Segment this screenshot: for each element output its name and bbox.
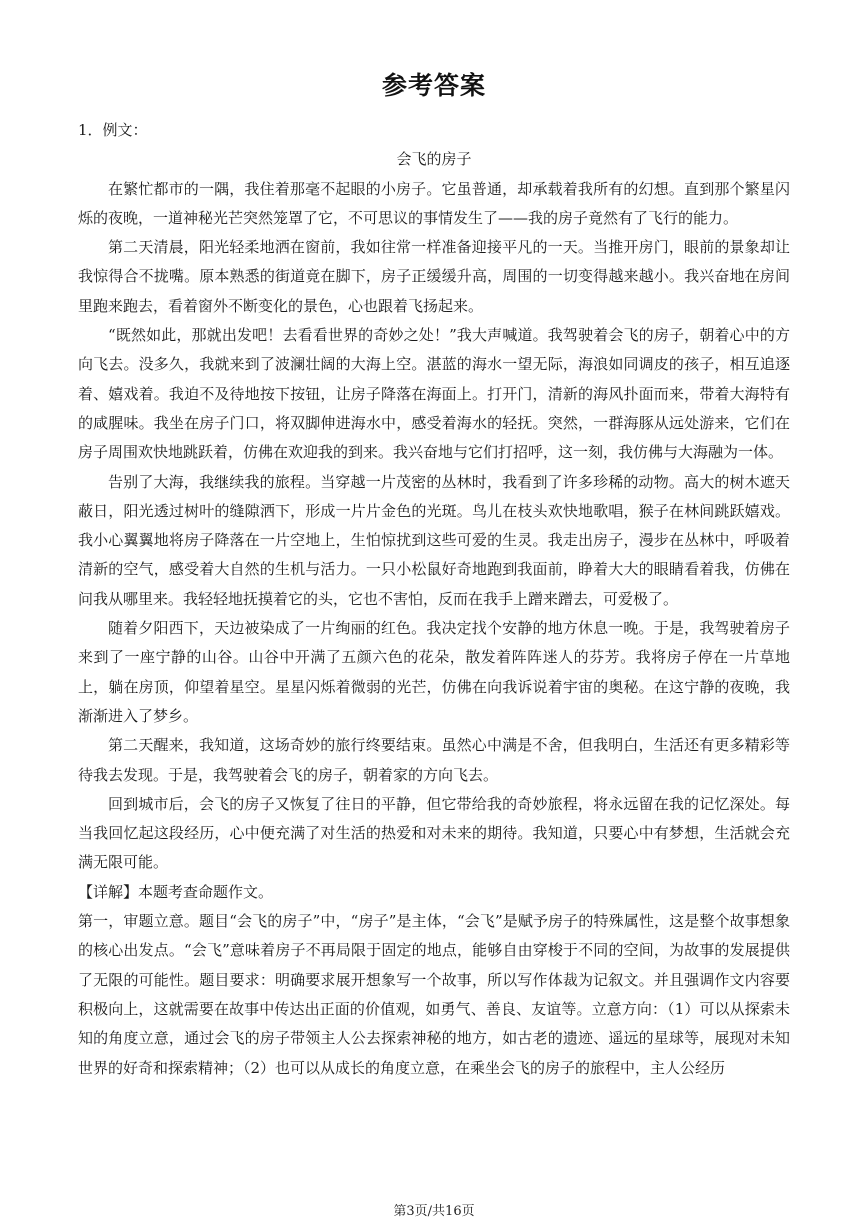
analysis-paragraph: 第一，审题立意。题目“会飞的房子”中，“房子”是主体，“会飞”是赋予房子的特殊属性，这是整个故事想象的核心出发点。“会飞”意味着房子不再局限于固定的地点，能够自由穿梭于不同的空间，为故事的发展提供了无限的可能性。题目要求：明确要求展开想象写一个故事，所以写作体裁为记叙文。并且强调作文内容要积极向上，这就需要在故事中传达出正面的价值观，如勇气、善良、友谊等。立意方向：（1）可以从探索未知的角度立意，通过会飞的房子带领主人公去探索神秘的地方，如古老的遗迹、遥远的星球等，展现对未知世界的好奇和探索精神；（2）也可以从成长的角度立意，在乘坐会飞的房子的旅程中，主人公经历 <box>78 912 790 1077</box>
essay-paragraph: 在繁忙都市的一隅，我住着那毫不起眼的小房子。它虽普通，却承载着我所有的幻想。直到那个繁星闪烁的夜晚，一道神秘光芒突然笼罩了它，不可思议的事情发生了——我的房子竟然有了飞行的能力。 <box>78 179 790 227</box>
essay-paragraph: “既然如此，那就出发吧！去看看世界的奇妙之处！”我大声喊道。我驾驶着会飞的房子，朝着心中的方向飞去。没多久，我就来到了波澜壮阔的大海上空。湛蓝的海水一望无际，海浪如同调皮的孩子，相互追逐着、嬉戏着。我迫不及待地按下按钮，让房子降落在海面上。打开门，清新的海风扑面而来，带着大海特有的咸腥味。我坐在房子门口，将双脚伸进海水中，感受着海水的轻抚。突然，一群海豚从远处游来，它们在房子周围欢快地跳跃着，仿佛在欢迎我的到来。我兴奋地与它们打招呼，这一刻，我仿佛与大海融为一体。 <box>78 326 790 462</box>
essay-paragraph: 回到城市后，会飞的房子又恢复了往日的平静，但它带给我的奇妙旅程，将永远留在我的记忆深处。每当我回忆起这段经历，心中便充满了对生活的热爱和对未来的期待。我知道，只要心中有梦想，生活就会充满无限可能。 <box>78 794 790 872</box>
page-title: 参考答案 <box>381 71 486 100</box>
essay-paragraph: 第二天醒来，我知道，这场奇妙的旅行终要结束。虽然心中满是不舍，但我明白，生活还有更多精彩等待我去发现。于是，我驾驶着会飞的房子，朝着家的方向飞去。 <box>78 736 790 784</box>
detail-label: 【详解】本题考查命题作文。 <box>78 882 274 901</box>
answer-content <box>78 116 790 1083</box>
essay-title: 会飞的房子 <box>396 150 472 169</box>
essay-paragraph: 随着夕阳西下，天边被染成了一片绚丽的红色。我决定找个安静的地方休息一晚。于是，我驾驶着房子来到了一座宁静的山谷。山谷中开满了五颜六色的花朵，散发着阵阵迷人的芬芳。我将房子停在一片草地上，躺在房顶，仰望着星空。星星闪烁着微弱的光芒，仿佛在向我诉说着宇宙的奥秘。在这宁静的夜晚，我渐渐进入了梦乡。 <box>78 619 790 725</box>
essay-paragraph: 告别了大海，我继续我的旅程。当穿越一片茂密的丛林时，我看到了许多珍稀的动物。高大的树木遮天蔽日，阳光透过树叶的缝隙洒下，形成一片片金色的光斑。鸟儿在枝头欢快地歌唱，猴子在林间跳跃嬉戏。我小心翼翼地将房子降落在一片空地上，生怕惊扰到这些可爱的生灵。我走出房子，漫步在丛林中，呼吸着清新的空气，感受着大自然的生机与活力。一只小松鼠好奇地跑到我面前，睁着大大的眼睛看着我，仿佛在问我从哪里来。我轻轻地抚摸着它的头，它也不害怕，反而在我手上蹭来蹭去，可爱极了。 <box>78 472 790 608</box>
question-label: 1．例文： <box>78 121 148 139</box>
essay-paragraph: 第二天清晨，阳光轻柔地洒在窗前，我如往常一样准备迎接平凡的一天。当推开房门，眼前的景象却让我惊得合不拢嘴。原本熟悉的街道竟在脚下，房子正缓缓升高，周围的一切变得越来越小。我兴奋地在房间里跑来跑去，看着窗外不断变化的景色，心也跟着飞扬起来。 <box>78 238 790 315</box>
page-number: 第3页/共16页 <box>393 1204 475 1219</box>
